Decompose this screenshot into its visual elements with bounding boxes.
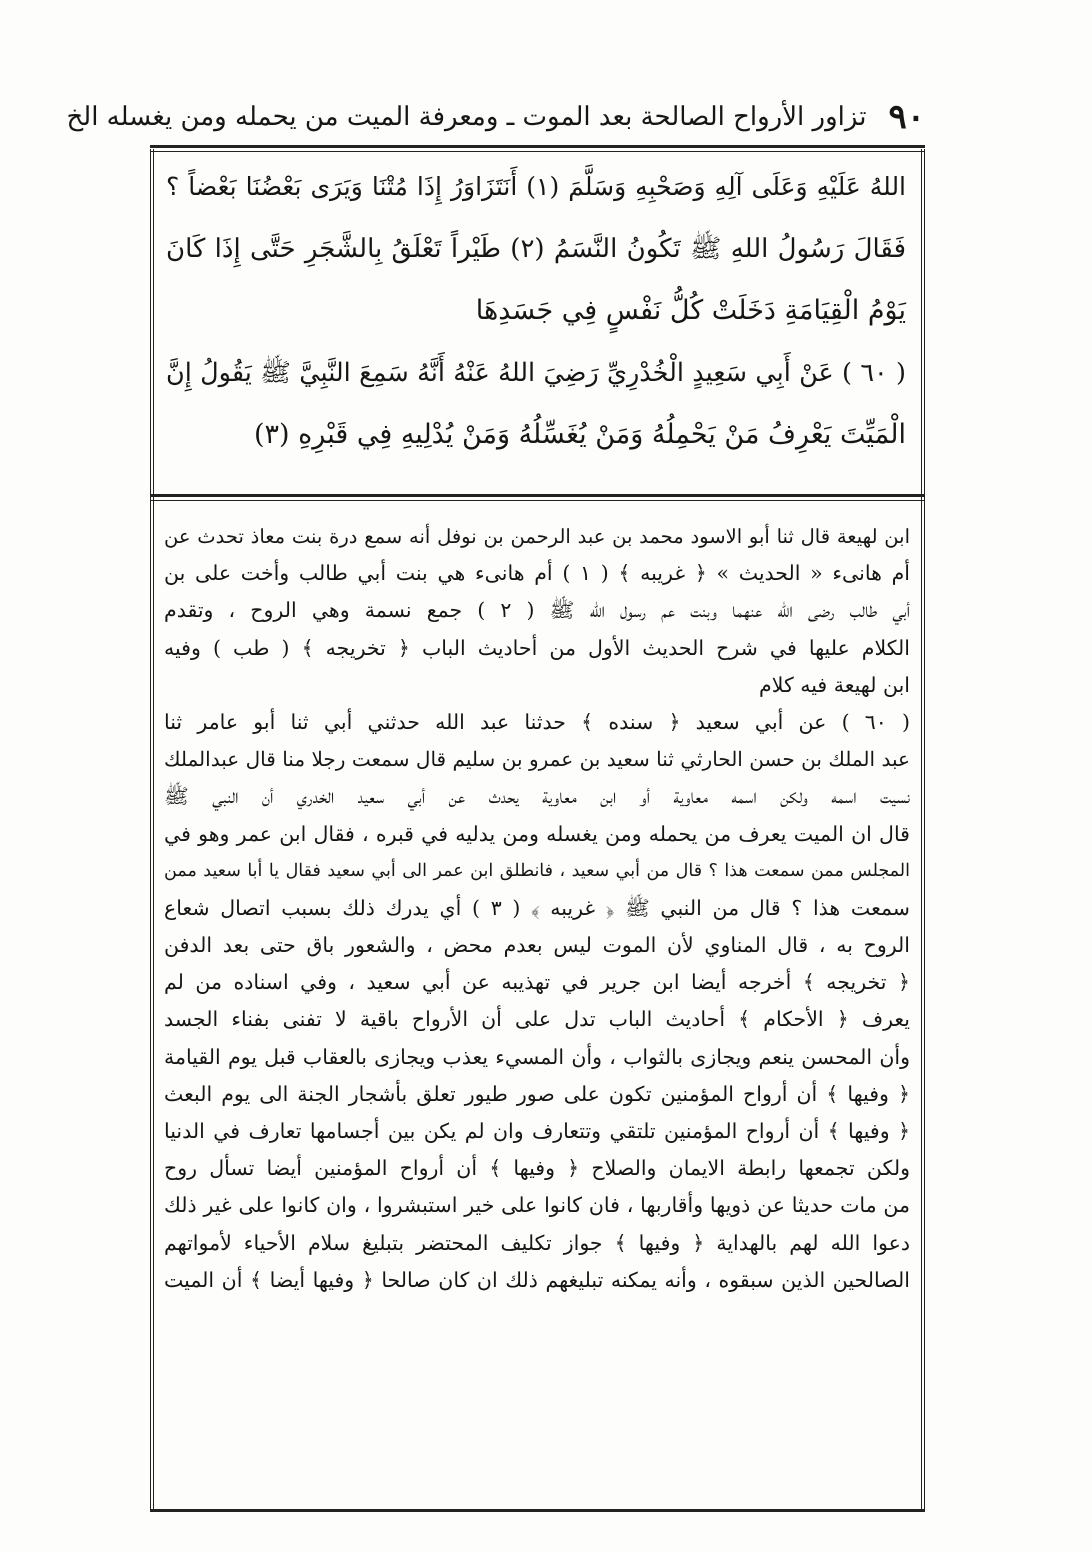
commentary-line: عبد الملك بن حسن الحارثي ثنا سعيد بن عمرو بن سليم قال سمعت رجلا منا قال عبدالملك xyxy=(164,747,910,772)
commentary-line: الصالحين الذين سبقوه ، وأنه يمكنه تبليغهم ذلك ان كان صالحا ﴿ وفيها أيضا ﴾ أن الميت xyxy=(164,1267,910,1292)
frame-top-rule xyxy=(150,145,925,148)
commentary-line: نسيت اسمه ولكن اسمه معاوية أو ابن معاوية يحدث عن أبي سعيد الخدري أن النبي ﷺ xyxy=(164,784,910,809)
commentary-line: دعوا الله لهم بالهداية ﴿ وفيها ﴾ جواز تكليف المحتضر بتبليغ سلام الأحياء لأمواتهم xyxy=(164,1230,910,1255)
commentary-line: الروح به ، قال المناوي لأن الموت ليس بعدم محض ، والشعور باق حتى بعد الدفن xyxy=(164,933,910,958)
hadith-line: يَوْمُ الْقِيَامَةِ دَخَلَتْ كُلُّ نَفْسٍ فِي جَسَدِهَا xyxy=(475,295,906,326)
commentary-line: من مات حديثا عن ذويها وأقاربها ، فان كانوا على خير استبشروا ، وان كانوا على غير ذلك xyxy=(164,1193,910,1218)
commentary-line: ﴿ وفيها ﴾ أن أرواح المؤمنين تكون على صور طيور تعلق بأشجار الجنة الى يوم البعث xyxy=(164,1081,910,1106)
commentary-line: الكلام عليها في شرح الحديث الأول من أحاديث الباب ﴿ تخريجه ﴾ ( طب ) وفيه xyxy=(164,635,910,660)
hadith-line: فَقَالَ رَسُولُ اللهِ ﷺ تَكُونُ النَّسَمُ (٢) طَيْراً تَعْلَقُ بِالشَّجَرِ حَتَّى إِذَا كَانَ xyxy=(166,234,907,264)
page-header xyxy=(66,92,925,142)
commentary-line: سمعت هذا ؟ قال من النبي ﷺ ﴿ غريبه ﴾ ( ٣ ) أي يدرك ذلك بسبب اتصال شعاع xyxy=(164,895,910,920)
commentary-line: وأن المحسن ينعم ويجازى بالثواب ، وأن المسيء يعذب ويجازى بالعقاب قبل يوم القيامة xyxy=(164,1044,910,1069)
commentary-line: ابن لهيعة قال ثنا أبو الاسود محمد بن عبد الرحمن بن نوفل أنه سمع درة بنت معاذ تحدث عن xyxy=(164,525,910,548)
commentary-line: يعرف ﴿ الأحكام ﴾ أحاديث الباب تدل على أن الأرواح باقية لا تفنى بفناء الجسد xyxy=(164,1007,910,1032)
hadith-line: الْمَيِّتَ يَعْرِفُ مَنْ يَحْمِلُهُ وَمَنْ يُغَسِّلُهُ وَمَنْ يُدْلِيهِ فِي قَبْرِهِ (٣) xyxy=(253,419,906,450)
commentary-line: المجلس ممن سمعت هذا ؟ قال من أبي سعيد ، فانطلق ابن عمر الى أبي سعيد فقال يا أبا سعيد ممن xyxy=(164,860,910,881)
commentary-line: ( ٦٠ ) عن أبي سعيد ﴿ سنده ﴾ حدثنا عبد الله حدثني أبي ثنا أبو عامر ثنا xyxy=(164,709,910,734)
commentary-line: أم هانىء « الحديث » ﴿ غريبه ﴾ ( ١ ) أم هانىء هي بنت أبي طالب وأخت على بن xyxy=(164,561,910,586)
hadith-line: ( ٦٠ ) عَنْ أَبِي سَعِيدٍ الْخُدْرِيِّ رَضِيَ اللهُ عَنْهُ أَنَّهُ سَمِعَ النَّبِيَّ ﷺ يَقُولُ إِنَّ xyxy=(166,358,907,388)
commentary-line: ولكن تجمعها رابطة الايمان والصلاح ﴿ وفيها ﴾ أن أرواح المؤمنين أيضا تسأل روح xyxy=(164,1156,910,1181)
commentary-line: ﴿ وفيها ﴾ أن أرواح المؤمنين تلتقي وتتعارف وان لم يكن بين أجسامها تعارف في الدنيا xyxy=(164,1119,910,1143)
commentary-block xyxy=(164,518,910,1299)
page-number: ٩٠ xyxy=(888,97,925,137)
section-divider xyxy=(150,494,925,497)
commentary-line: ابن لهيعة فيه كلام xyxy=(759,672,910,697)
hadith-line: اللهُ عَلَيْهِ وَعَلَى آلِهِ وَصَحْبِهِ وَسَلَّمَ (١) أَنَتَزَاوَرُ إِذَا مُتْنَا وَيَرَى بَعْضُنَا بَعْضاً ؟ xyxy=(166,172,907,201)
commentary-line: ﴿ تخريجه ﴾ أخرجه أيضا ابن جرير في تهذيبه عن أبي سعيد ، وفي اسناده من لم xyxy=(164,970,910,995)
running-title: تزاور الأرواح الصالحة بعد الموت ـ ومعرفة الميت من يحمله ومن يغسله الخ xyxy=(66,102,867,132)
hadith-text-block xyxy=(166,156,906,466)
frame-bottom-rule xyxy=(150,1509,925,1512)
commentary-line: قال ان الميت يعرف من يحمله ومن يغسله ومن يدليه في قبره ، فقال ابن عمر وهو في xyxy=(164,821,910,846)
commentary-line: أبي طالب رضى الله عنهما وبنت عم رسول الله ﷺ ( ٢ ) جمع نسمة وهي الروح ، وتقدم xyxy=(164,598,910,623)
